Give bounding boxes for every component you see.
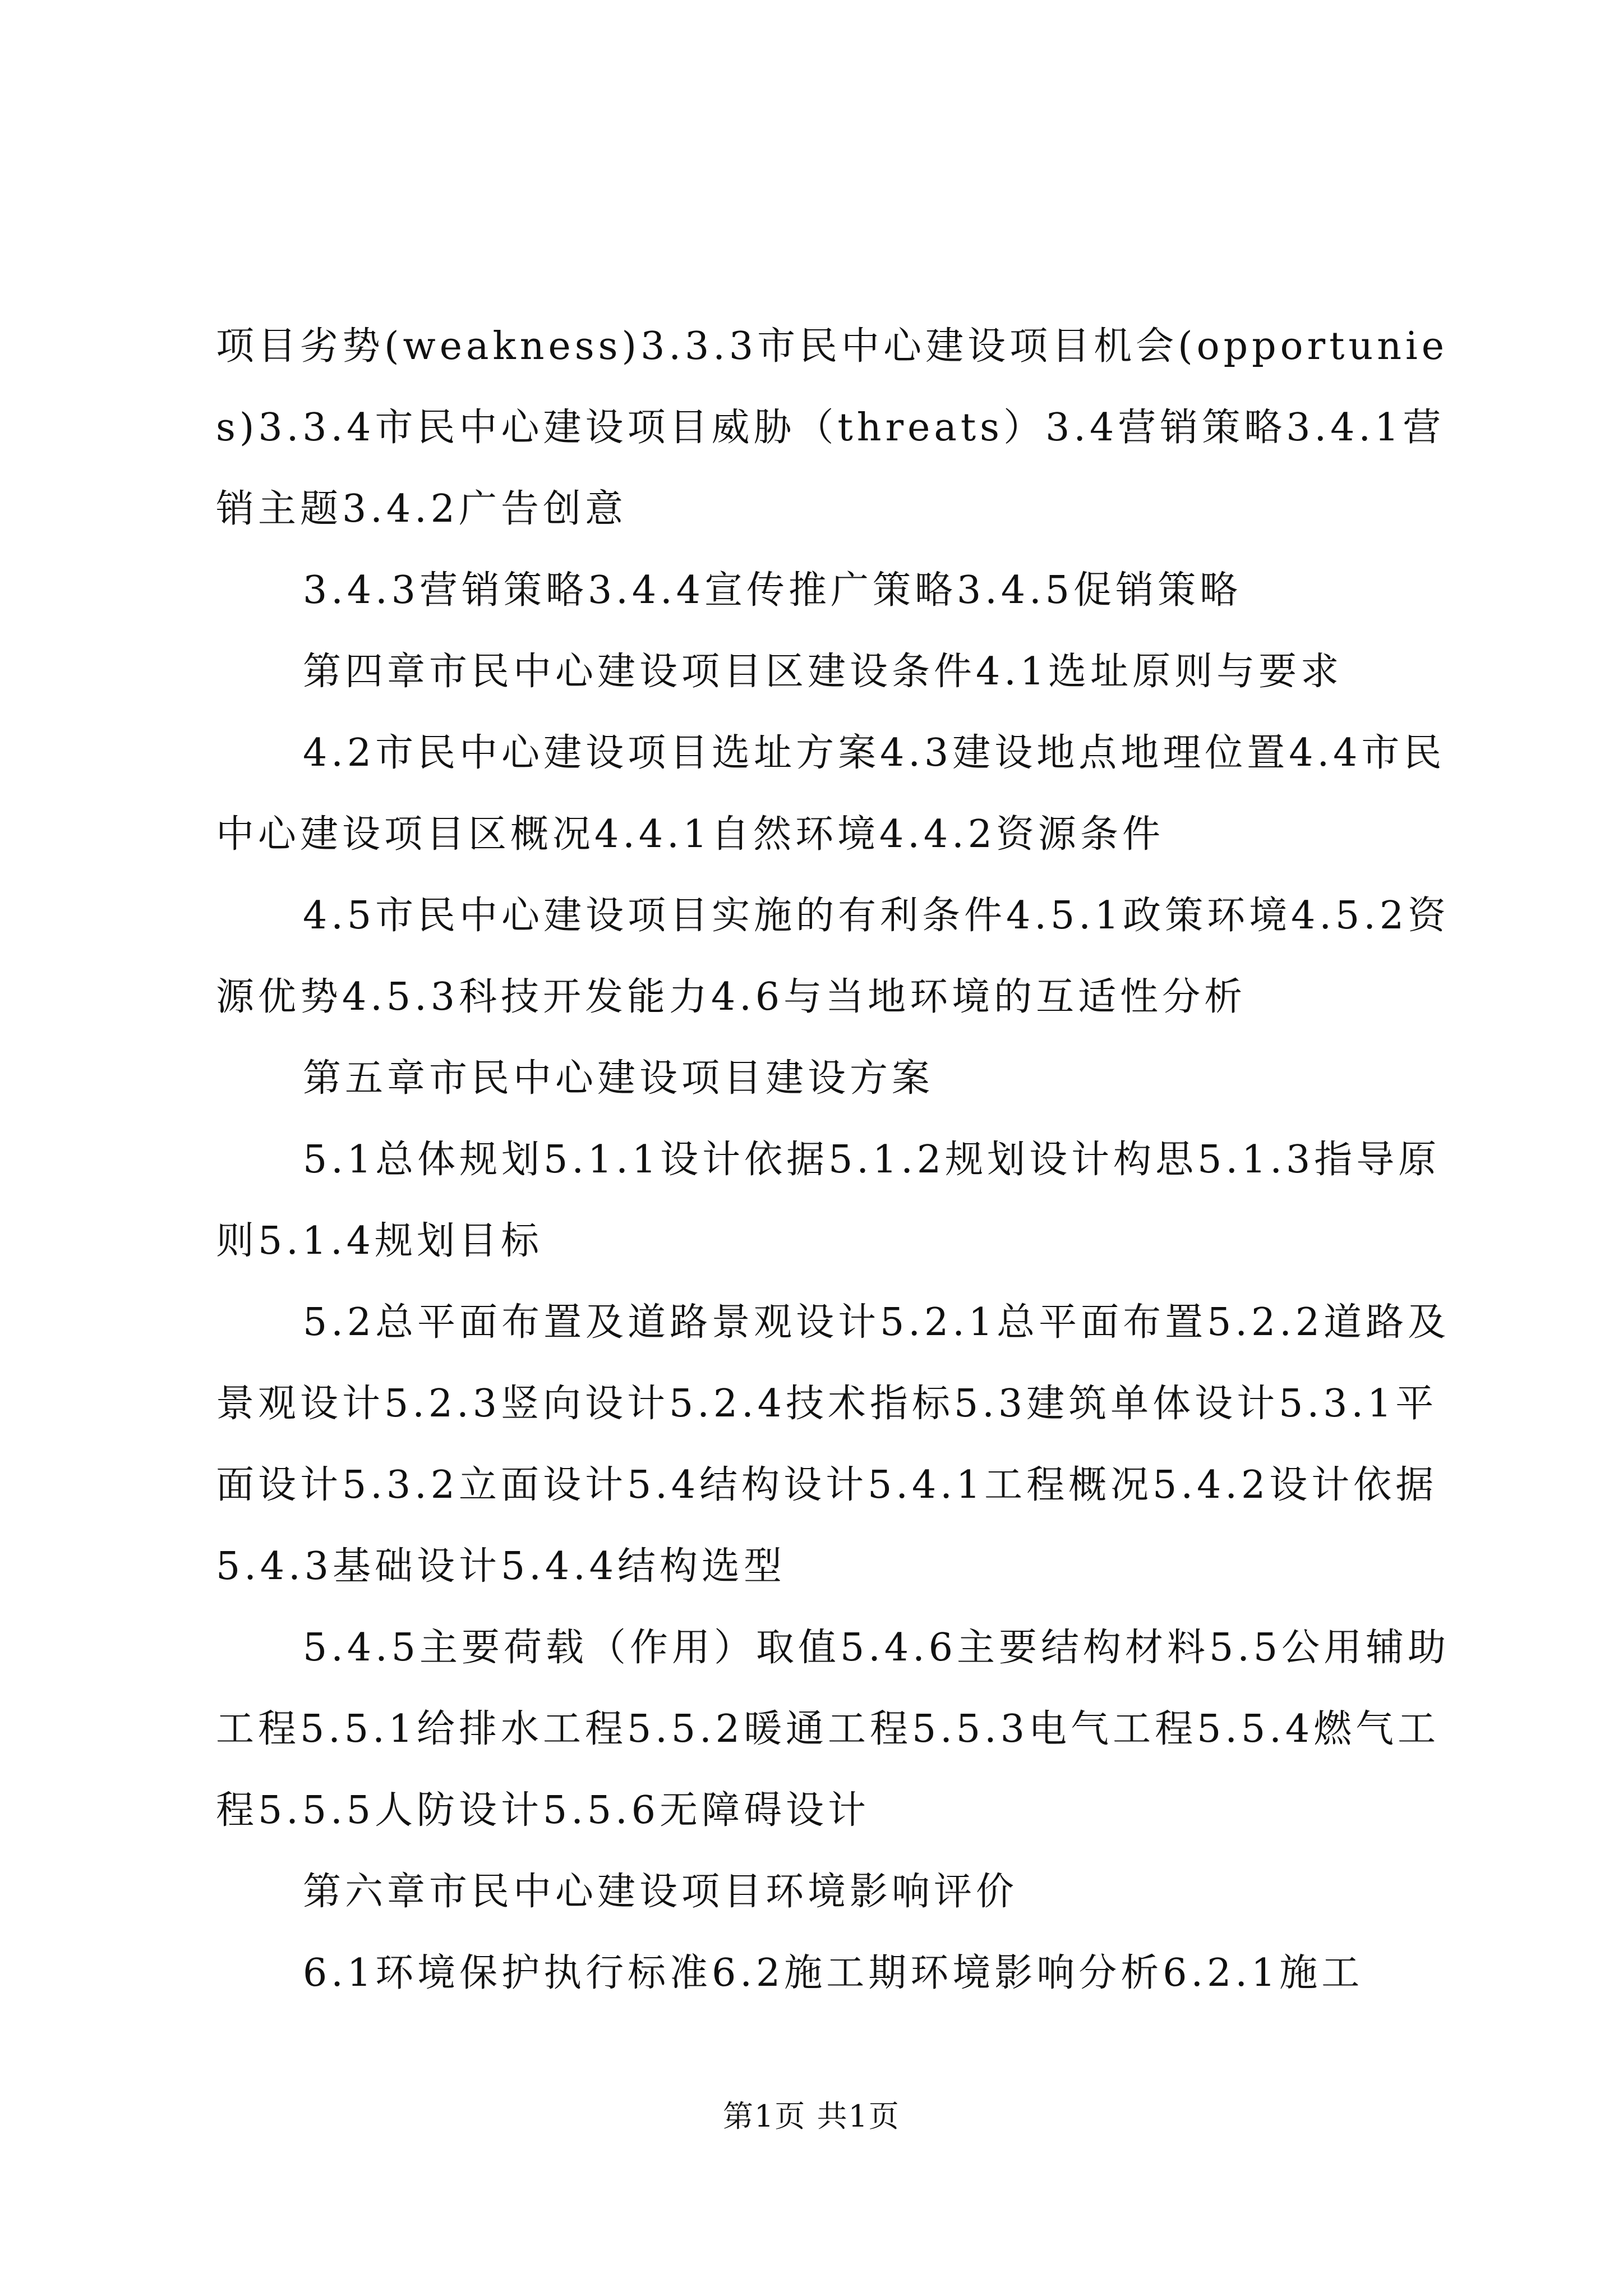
paragraph-8: 5.2总平面布置及道路景观设计5.2.1总平面布置5.2.2道路及景观设计5.2.3竖向设计5.2.4技术指标5.3建筑单体设计5.3.1平面设计5.3.2立面设计5.4结构设计5.4.1工程概况5.4.2设计依据5.4.3基础设计5.4.4结构选型 <box>216 1300 1450 1589</box>
paragraph-11: 6.1环境保护执行标准6.2施工期环境影响分析6.2.1施工 <box>303 1951 1364 1995</box>
paragraph-5: 4.5市民中心建设项目实施的有利条件4.5.1政策环境4.5.2资源优势4.5.3科技开发能力4.6与当地环境的互适性分析 <box>216 894 1450 1019</box>
paragraph-9: 5.4.5主要荷载（作用）取值5.4.6主要结构材料5.5公用辅助工程5.5.1给排水工程5.5.2暖通工程5.5.3电气工程5.5.4燃气工程5.5.5人防设计5.5.6无障碍设计 <box>216 1626 1450 1833</box>
chapter-5-heading: 第五章市民中心建设项目建设方案 <box>303 1056 934 1101</box>
paragraph-1: 项目劣势(weakness)3.3.3市民中心建设项目机会(opportunies)3.3.4市民中心建设项目威胁（threats）3.4营销策略3.4.1营销主题3.4.2广告创意 <box>216 324 1448 531</box>
page-number-footer: 第1页 共1页 <box>723 2099 900 2134</box>
paragraph-4: 4.2市民中心建设项目选址方案4.3建设地点地理位置4.4市民中心建设项目区概况4.4.1自然环境4.4.2资源条件 <box>216 731 1446 857</box>
chapter-4-heading: 第四章市民中心建设项目区建设条件4.1选址原则与要求 <box>303 650 1343 694</box>
paragraph-2: 3.4.3营销策略3.4.4宣传推广策略3.4.5促销策略 <box>303 568 1242 613</box>
chapter-6-heading: 第六章市民中心建设项目环境影响评价 <box>303 1870 1018 1914</box>
paragraph-7: 5.1总体规划5.1.1设计依据5.1.2规划设计构思5.1.3指导原则5.1.4规划目标 <box>216 1138 1441 1263</box>
document-body <box>216 306 1472 2014</box>
